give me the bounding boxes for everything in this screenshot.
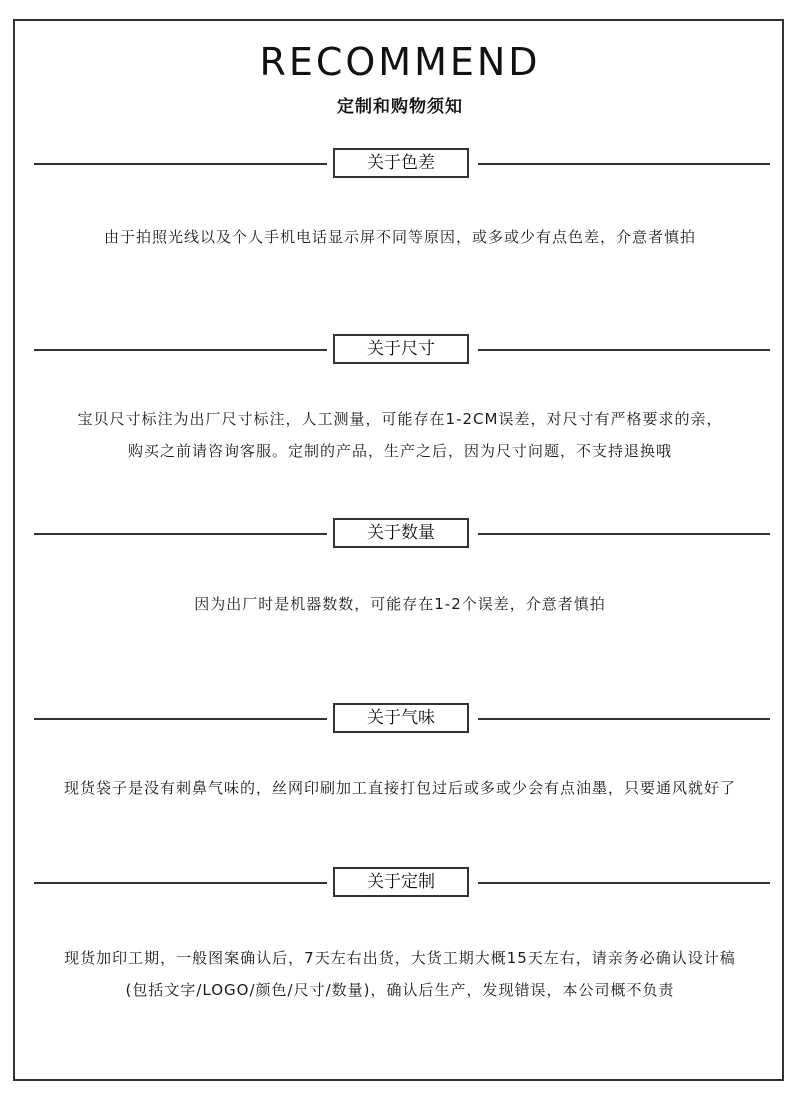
divider-left <box>34 882 327 884</box>
page-title: RECOMMEND <box>259 40 541 84</box>
divider-right <box>478 882 770 884</box>
divider-left <box>34 163 327 165</box>
section-heading: 关于色差 <box>333 148 469 178</box>
divider-right <box>478 349 770 351</box>
text-line: 购买之前请咨询客服。定制的产品，生产之后，因为尺寸问题，不支持退换哦 <box>127 442 672 460</box>
section-header-color <box>0 148 800 182</box>
section-header-size <box>0 334 800 368</box>
text-line: 由于拍照光线以及个人手机电话显示屏不同等原因，或多或少有点色差，介意者慎拍 <box>103 228 696 246</box>
section-heading: 关于定制 <box>333 867 469 897</box>
section-header-quantity <box>0 518 800 552</box>
text-line: 宝贝尺寸标注为出厂尺寸标注，人工测量，可能存在1-2CM误差，对尺寸有严格要求的亲， <box>77 410 723 428</box>
section-text-smell <box>30 772 770 804</box>
divider-right <box>478 533 770 535</box>
section-text-quantity <box>30 588 770 620</box>
divider-left <box>34 718 327 720</box>
divider-right <box>478 718 770 720</box>
section-text-size <box>30 403 770 467</box>
section-heading: 关于尺寸 <box>333 334 469 364</box>
section-header-custom <box>0 867 800 901</box>
text-line: 现货加印工期，一般图案确认后，7天左右出货，大货工期大概15天左右，请亲务必确认设计稿 <box>64 949 736 967</box>
text-line: (包括文字/LOGO/颜色/尺寸/数量)，确认后生产，发现错误，本公司概不负责 <box>125 981 675 999</box>
page-subtitle: 定制和购物须知 <box>337 97 463 117</box>
section-text-custom <box>30 942 770 1006</box>
section-heading: 关于数量 <box>333 518 469 548</box>
divider-right <box>478 163 770 165</box>
section-text-color <box>30 221 770 253</box>
text-line: 因为出厂时是机器数数，可能存在1-2个误差，介意者慎拍 <box>194 595 606 613</box>
divider-left <box>34 533 327 535</box>
section-header-smell <box>0 703 800 737</box>
text-line: 现货袋子是没有刺鼻气味的，丝网印刷加工直接打包过后或多或少会有点油墨，只要通风就好了 <box>63 779 736 797</box>
section-heading: 关于气味 <box>333 703 469 733</box>
divider-left <box>34 349 327 351</box>
